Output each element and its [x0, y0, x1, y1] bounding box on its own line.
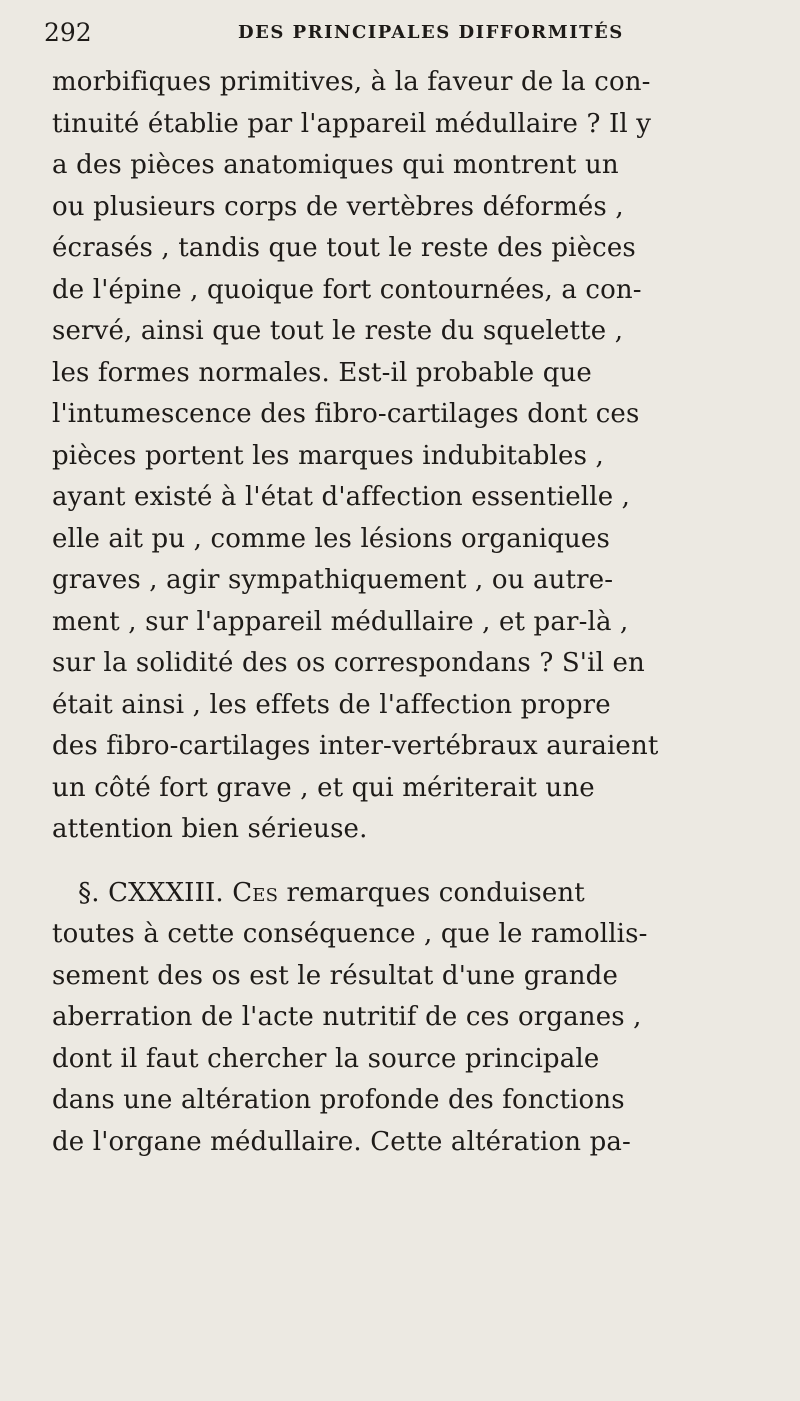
text-line: sur la solidité des os correspondans ? S'il en [52, 648, 645, 678]
text-line: servé, ainsi que tout le reste du squelette , [52, 316, 624, 346]
text-line: pièces portent les marques indubitables , [52, 440, 604, 471]
text-line [52, 873, 752, 915]
text-line: attention bien sérieuse. [52, 814, 368, 844]
lead-word: Ces [232, 877, 279, 908]
page-header [44, 18, 744, 58]
section-number: §. CXXXIII. [78, 877, 224, 908]
page-number: 292 [44, 18, 92, 47]
text-line: les formes normales. Est-il probable que [52, 357, 592, 388]
text-line: a des pièces anatomiques qui montrent un [52, 150, 619, 180]
text-line: de l'épine , quoique fort contournées, a con- [52, 274, 642, 305]
text-line: sement des os est le résultat d'une grande [52, 960, 618, 991]
body-text [52, 62, 752, 1163]
text-line: tinuité établie par l'appareil médullaire ? Il y [52, 108, 652, 139]
text-line: ayant existé à l'état d'affection essentielle , [52, 482, 631, 512]
text-line: graves , agir sympathiquement , ou autre- [52, 565, 614, 595]
text-line: l'intumescence des fibro-cartilages dont ces [52, 399, 640, 429]
text-line: elle ait pu , comme les lésions organiques [52, 523, 610, 554]
text-line: aberration de l'acte nutritif de ces organes , [52, 1002, 642, 1032]
text-line: était ainsi , les effets de l'affection propre [52, 689, 611, 720]
text-line: dans une altération profonde des fonctions [52, 1085, 625, 1115]
paragraph-2 [52, 873, 752, 1164]
text-line: dont il faut chercher la source principale [52, 1043, 600, 1074]
text-line: un côté fort grave , et qui mériterait une [52, 772, 595, 803]
text-line: morbifiques primitives, à la faveur de la con- [52, 67, 651, 97]
paragraph-1 [52, 62, 752, 851]
text-line: ou plusieurs corps de vertèbres déformés , [52, 191, 624, 222]
running-head: DES PRINCIPALES DIFFORMITÉS [238, 22, 624, 43]
text-line: ment , sur l'appareil médullaire , et par-là , [52, 606, 629, 637]
text-line: toutes à cette conséquence , que le ramollis- [52, 919, 648, 949]
text-line: écrasés , tandis que tout le reste des pièces [52, 233, 636, 263]
text-line: des fibro-cartilages inter-vertébraux auraient [52, 731, 659, 761]
text-line: de l'organe médullaire. Cette altération pa- [52, 1126, 631, 1157]
text-fragment: remarques conduisent [286, 877, 585, 908]
